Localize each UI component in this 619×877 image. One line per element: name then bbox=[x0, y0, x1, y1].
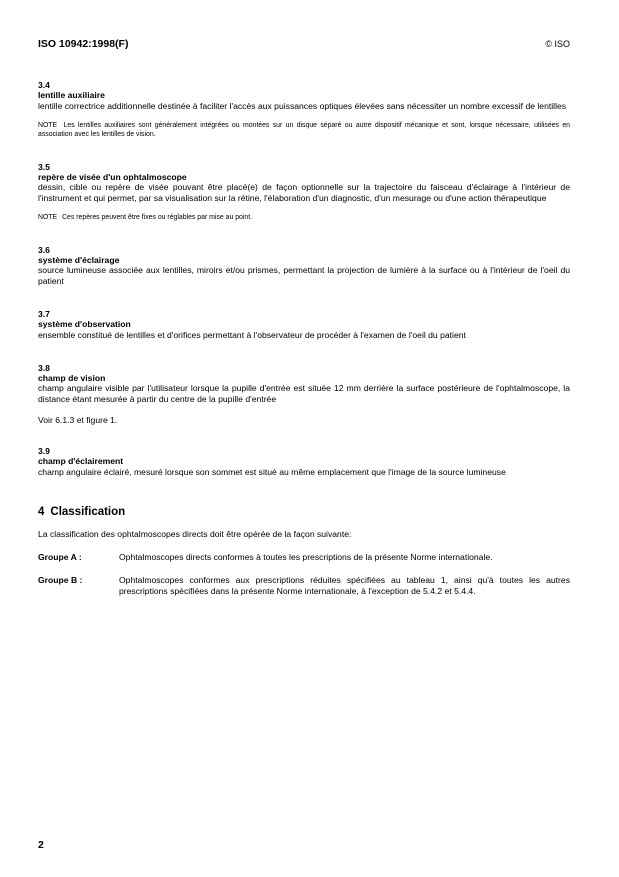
term-entry bbox=[38, 363, 570, 427]
copyright-notice: © ISO bbox=[545, 39, 570, 49]
term-title: système d'éclairage bbox=[38, 254, 120, 265]
note-text: Les lentilles auxiliaires sont généralement intégrées ou montées sur un disque séparé ou autre dispositif mécanique et sont, lorsque nécessaire, utilisées en association avec les lentilles de vision. bbox=[38, 121, 570, 138]
section-number: 4 bbox=[38, 505, 45, 518]
term-title: système d'observation bbox=[38, 319, 131, 329]
term-entry bbox=[38, 245, 570, 288]
note-text: Ces repères peuvent être fixes ou réglables par mise au point. bbox=[62, 214, 253, 221]
term-number: 3.7 bbox=[38, 309, 50, 319]
group-label: Groupe A : bbox=[38, 551, 82, 562]
term-definition: ensemble constitué de lentilles et d'orifices permettant à l'observateur de procéder à l'examen de l'oeil du patient bbox=[38, 329, 466, 340]
classification-group bbox=[38, 575, 570, 597]
group-description: Ophtalmoscopes conformes aux prescriptions réduites spécifiées au tableau 1, ainsi qu'à toutes les autres prescriptions spécifiées dans la présente Norme internationale, à l'exception de 5.4.2 et 5.4.4. bbox=[119, 574, 570, 596]
document-id: ISO 10942:1998(F) bbox=[38, 38, 129, 50]
group-description: Ophtalmoscopes directs conformes à toutes les prescriptions de la présente Norme internationale. bbox=[119, 551, 493, 562]
term-title: champ d'éclairement bbox=[38, 456, 124, 466]
classification-group bbox=[38, 552, 570, 563]
term-entry bbox=[38, 446, 570, 478]
term-title: champ de vision bbox=[38, 372, 106, 383]
term-entry bbox=[38, 309, 570, 341]
term-number: 3.5 bbox=[38, 161, 50, 172]
term-note bbox=[38, 213, 570, 223]
term-number: 3.6 bbox=[38, 244, 50, 255]
term-definition: dessin, cible ou repère de visée pouvant être placé(e) de façon optionnelle sur la trajectoire du faisceau d'éclairage à l'intérieur de l'instrument et qui permet, par sa visualisation sur la rétine, l'élaboration d'un diagnostic, d'un mesurage ou d'une action thérapeutique bbox=[38, 182, 570, 203]
term-title: repère de visée d'un ophtalmoscope bbox=[38, 171, 187, 182]
term-definition: champ angulaire visible par l'utilisateur lorsque la pupille d'entrée est située 12 mm derrière la surface postérieure de l'ophtalmoscope, la distance étant mesurée à partir du centre de la pupille d'entrée bbox=[38, 383, 570, 404]
term-number: 3.4 bbox=[38, 80, 50, 90]
term-number: 3.9 bbox=[38, 446, 50, 456]
section-intro: La classification des ophtalmoscopes directs doit être opérée de la façon suivante: bbox=[38, 528, 352, 539]
section-title: Classification bbox=[50, 505, 126, 518]
document-body bbox=[38, 80, 570, 597]
term-entry bbox=[38, 162, 570, 223]
term-number: 3.8 bbox=[38, 362, 50, 373]
term-definition: champ angulaire éclairé, mesuré lorsque son sommet est situé au même emplacement que l'image de la source lumineuse bbox=[38, 466, 506, 477]
term-definition: lentille correctrice additionnelle destinée à faciliter l'accès aux puissances optiques élevées sans nécessiter un nombre excessif de lentilles bbox=[38, 100, 567, 111]
term-entry bbox=[38, 80, 570, 140]
page-number: 2 bbox=[38, 839, 44, 851]
term-see-also: Voir 6.1.3 et figure 1. bbox=[38, 415, 118, 425]
term-note bbox=[38, 121, 570, 140]
section-heading bbox=[38, 506, 570, 518]
term-definition: source lumineuse associée aux lentilles, miroirs et/ou prismes, permettant la projection de lumière à la surface ou à l'intérieur de l'oeil du patient bbox=[38, 265, 570, 286]
term-title: lentille auxiliaire bbox=[38, 90, 105, 100]
group-label: Groupe B : bbox=[38, 574, 83, 585]
note-label: NOTE bbox=[38, 214, 58, 221]
note-label: NOTE bbox=[38, 121, 58, 129]
